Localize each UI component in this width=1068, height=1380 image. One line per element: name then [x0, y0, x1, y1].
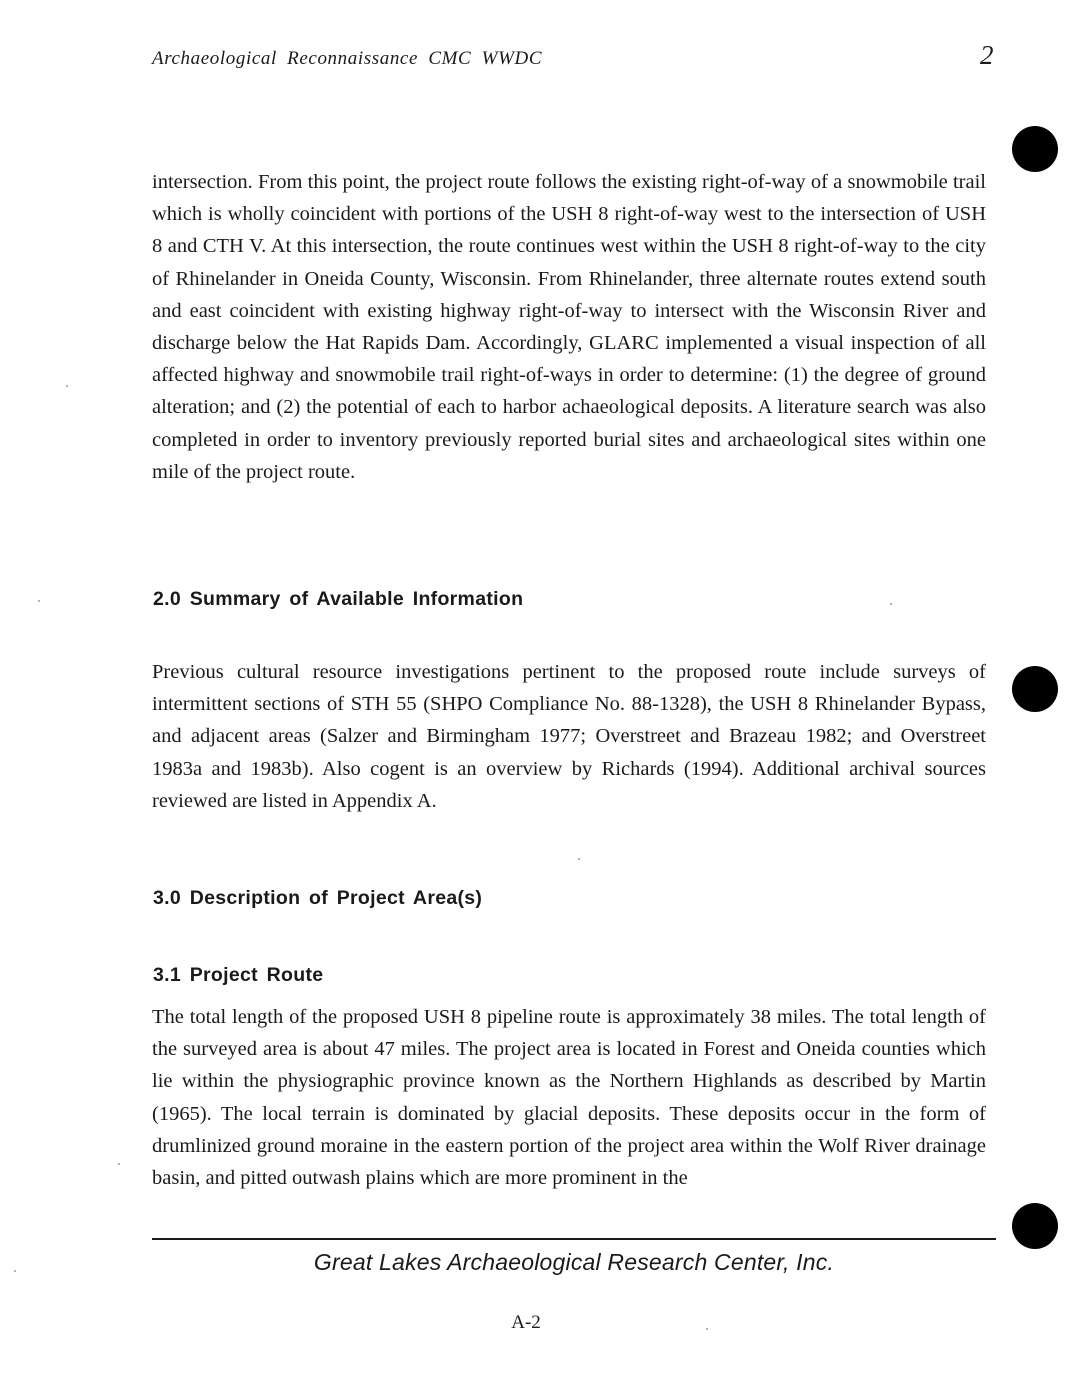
- binder-hole-top: [1012, 126, 1058, 172]
- scan-speck: [578, 858, 580, 860]
- body-paragraph-2: Previous cultural resource investigations pertinent to the proposed route include surveys of intermittent sections of STH 55 (SHPO Compliance No. 88-1328), the USH 8 Rhinelander Bypass, and adjacent areas (Salzer and Birmingham 1977; Overstreet and Brazeau 1982; and Overstreet 1983a and 1983b). Also cogent is an overview by Richards (1994). Additional archival sources reviewed are listed in Appendix A.: [152, 661, 986, 812]
- binder-hole-middle: [1012, 666, 1058, 712]
- scan-speck: [118, 1163, 120, 1165]
- footer-organization-name: Great Lakes Archaeological Research Center, Inc.: [313, 1249, 835, 1275]
- scan-speck: [890, 603, 892, 605]
- section-heading-summary: 2.0 Summary of Available Information: [153, 588, 524, 610]
- scan-speck: [706, 1328, 708, 1330]
- section-heading-description: 3.0 Description of Project Area(s): [153, 887, 483, 909]
- subsection-heading-project-route: 3.1 Project Route: [153, 964, 324, 986]
- binder-hole-bottom: [1012, 1203, 1058, 1249]
- page-number: 2: [980, 40, 994, 70]
- scan-speck: [14, 1270, 16, 1272]
- body-paragraph-3: The total length of the proposed USH 8 pipeline route is approximately 38 miles. The total length of the surveyed area is about 47 miles. The project area is located in Forest and Oneida counties which lie within the physiographic province known as the Northern Highlands as described by Martin (1965). The local terrain is dominated by glacial deposits. These deposits occur in the form of drumlinized ground moraine in the eastern portion of the project area within the Wolf River drainage basin, and pitted outwash plains which are more prominent in the: [152, 1006, 986, 1190]
- footer-page-label: A-2: [511, 1312, 541, 1333]
- scan-speck: [38, 600, 40, 602]
- footer-divider: [152, 1238, 996, 1240]
- running-header-title: Archaeological Reconnaissance CMC WWDC: [152, 48, 543, 69]
- body-paragraph-1: intersection. From this point, the project route follows the existing right-of-way of a snowmobile trail which is wholly coincident with portions of the USH 8 right-of-way west to the intersection of USH 8 and CTH V. At this intersection, the route continues west within the USH 8 right-of-way to the city of Rhinelander in Oneida County, Wisconsin. From Rhinelander, three alternate routes extend south and east coincident with existing highway right-of-way to intersect with the Wisconsin River and discharge below the Hat Rapids Dam. Accordingly, GLARC implemented a visual inspection of all affected highway and snowmobile trail right-of-ways in order to determine: (1) the degree of ground alteration; and (2) the potential of each to harbor achaeological deposits. A literature search was also completed in order to inventory previously reported burial sites and archaeological sites within one mile of the project route.: [152, 171, 986, 483]
- scan-speck: [66, 385, 68, 387]
